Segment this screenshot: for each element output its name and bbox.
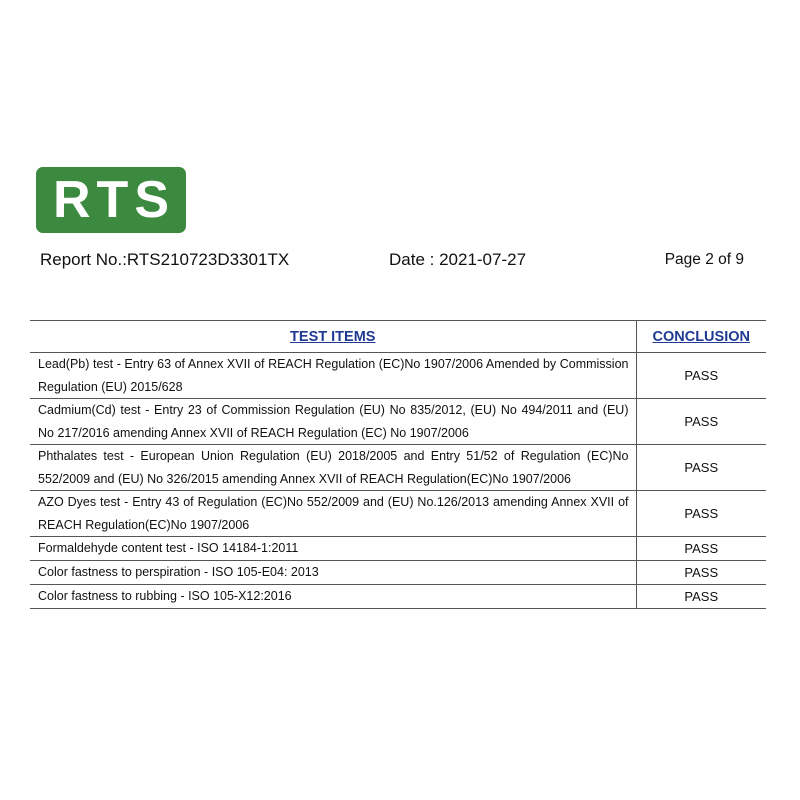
table-row (30, 491, 766, 537)
table-row (30, 561, 766, 585)
company-logo (36, 167, 186, 233)
report-number: Report No.:RTS210723D3301TX (40, 250, 290, 269)
table-header-row (30, 321, 766, 353)
conclusion-cell: PASS (636, 537, 766, 561)
test-item-cell: Color fastness to rubbing - ISO 105-X12:2016 (38, 589, 292, 603)
test-item-cell: AZO Dyes test - Entry 43 of Regulation (EC)No 552/2009 and (EU) No.126/2013 amending Annex XVII of REACH Regulation(EC)No 1907/2006 (38, 495, 629, 532)
table-row (30, 353, 766, 399)
table-row (30, 445, 766, 491)
conclusion-cell: PASS (636, 561, 766, 585)
table-row (30, 537, 766, 561)
page-indicator: Page 2 of 9 (664, 251, 744, 268)
test-item-cell: Formaldehyde content test - ISO 14184-1:2011 (38, 541, 299, 555)
test-items-header: TEST ITEMS (290, 328, 376, 345)
test-item-cell: Phthalates test - European Union Regulation (EU) 2018/2005 and Entry 51/52 of Regulation (EC)No 552/2009 and (EU) No 326/2015 amending Annex XVII of REACH Regulation(EC)No 1907/2006 (38, 449, 629, 486)
conclusion-cell: PASS (636, 491, 766, 537)
conclusion-cell: PASS (636, 445, 766, 491)
logo-text: RTS (53, 171, 175, 229)
table-row (30, 585, 766, 609)
test-item-cell: Color fastness to perspiration - ISO 105-E04: 2013 (38, 565, 319, 579)
test-item-cell: Cadmium(Cd) test - Entry 23 of Commission Regulation (EU) No 835/2012, (EU) No 494/2011 and (EU) No 217/2016 amending Annex XVII of REACH Regulation (EC) No 1907/2006 (38, 403, 629, 440)
report-date: Date : 2021-07-27 (389, 250, 527, 269)
test-item-cell: Lead(Pb) test - Entry 63 of Annex XVII of REACH Regulation (EC)No 1907/2006 Amended by Commission Regulation (EU) 2015/628 (38, 357, 629, 394)
test-results-table (30, 320, 766, 609)
table-row (30, 399, 766, 445)
conclusion-cell: PASS (636, 585, 766, 609)
conclusion-cell: PASS (636, 399, 766, 445)
conclusion-header: CONCLUSION (636, 321, 766, 353)
conclusion-cell: PASS (636, 353, 766, 399)
